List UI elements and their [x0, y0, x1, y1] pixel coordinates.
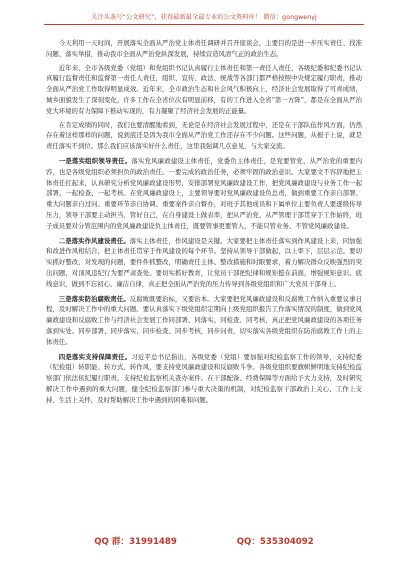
section-heading-style: 二是落实作风建设责任。: [58, 236, 130, 245]
paragraph-support: [46, 352, 362, 406]
paragraph-support-text: 习近平总书记指出，各级党委（党组）要加强对纪检监察工作的领导，支持纪委（纪检组）转职能、转方式、转作风，要支持党风廉政建设和反腐败斗争。各级党组织要旗帜鲜明地支持纪检监察部门依法依纪履行职责，支持纪检监察机关查办案件。在干部配备、经费保障等方面给予大力支持，及时研究解决工作中遇到的重大问题，健全纪检监察部门参与重大决策的机制，对纪检监察干部政治上关心、工作上支持、生活上关怀，及时帮助解决工作中遇到的困难和问题。: [46, 352, 363, 404]
paragraph-problems: 在肯定成绩的同时，我们也要清醒地看到，无论是在经济社会发展过程中，还是在干部队伍作风方面，仍然存在着这样那样的问题，说到底还是因为我市全面从严治党工作还存在不少问题。这些问题，从根子上说，就是责任落实不到位。那么我们应该落实好什么责任，这里我强调几点意见，与大家交流。: [46, 120, 362, 151]
paragraph-achievements: 近年来，全市各级党委（党组）和党组织书记认真履行主体责任和第一责任人责任，各级纪委和纪委书记认真履行监督责任和监督第一责任人责任，组织、宣传、政法、统战等各部门都严格按照中央规定履行职责，推动全面从严治党工作取得明显成效。近年来，全市政治生态和社会风气积极向上，经济社会发展取得了可喜成绩，城乡面貌发生了深刻变化，许多工作在全省位次有明显前移，有的工作进入全省“第一方阵”，都是在全面从严治党大环境的有力保障下推动实现的，有力凝聚了经济社会发展的正能量。: [46, 63, 362, 115]
contact-footer: [0, 535, 408, 547]
promo-banner: 关注头条号“公文研究”，获得最新最全最专业的公文资料库！ 微信：gongwenyj: [91, 14, 317, 21]
paragraph-style: [46, 236, 362, 290]
section-heading-support: 四是落实支持保障责任。: [58, 352, 132, 361]
paragraph-anticorruption-text: 反腐败既要治标，又要治本。大家要把党风廉政建设和反腐败工作纳入重要议事日程，及时解决工作中的重大问题。要认真落实下级党组织定期向上级党组织报告工作落实情况的制度，做到党风廉政建设和反腐败工作与经济社会发展工作同部署、同落实、同检查、同考核，真正把党风廉政建设的各项任务落到实处。同步部署、同步落实、同步检查、同步考核，同步问责，切实落实各级党组织在防治腐败工作上的主体责任。: [46, 294, 363, 346]
paragraph-leadership: [46, 156, 362, 232]
section-heading-anticorruption: 三是落实防治腐败责任。: [58, 294, 130, 303]
paragraph-leadership-text: 落实党风廉政建设主体责任，党委负主体责任，是党要管党、从严治党的重要内容，也是各级党组织必须担负的政治责任。一要完成的政治任务，必须牢固的政治意识。大家要文不容辞地把主体责任扛起来，认真研究分析党风廉政建设形势，安排部署党风廉政建设工作，把党风廉政建设与业务工作一起部署、一起检查、一起考核。在党风廉政建设上，主要领导要对党风廉政建设负总责，做到重要工作亲自部署、重大问题亲自过问、重要环节亲自协调、重要案件亲自督办，对班子其他成员和下属单位主要负责人要逐级传导压力，领导干部要主动担当、管好自己，在自身建设上做表率，把从严治党、从严管理干部贯穿于工作始终，班子成员要对分管范围内的党风廉政建设负主体责任，既要管事更要管人，不能只管业务、不管党风廉政建设。: [46, 156, 363, 230]
paragraph-intro: 今天利用一天时间，开展落实全面从严治党主体责任调研并召开座谈会，主要目的是进一步压实责任、找准问题、落实举措，推动我市全面从严治党纵深发展，持续营造风清气正的政治生态。: [46, 39, 362, 58]
section-heading-leadership: 一是落实组织领导责任。: [58, 156, 132, 165]
paragraph-style-text: 落实主体责任，作风建设是关键。大家要把主体责任落实到作风建设上来，同加强和改进作风相结合，把主体责任贯穿于作风建设的每个环节。坚持从领导干部做起，以上率下，层层示范。要切实抓好整改，对发现的问题，要件件抓整改，明确责任主体、整改措施和时限要求，着力解决群众反映强烈的突出问题，对顶风违纪行为要严肃查处。要切实抓好教育，让党员干部把纪律和规矩挺在前面，增强规矩意识、底线意识，做到不忘初心、廉洁自律，真正把全面从严治党的压力传导到各级党组织和广大党员干部身上。: [46, 236, 363, 288]
qq-number: QQ：535304092: [236, 537, 314, 547]
document-body: [46, 38, 362, 409]
banner-divider: [44, 24, 364, 25]
paragraph-anticorruption: [46, 294, 362, 348]
qq-group-number: QQ 群：31991489: [94, 537, 177, 547]
